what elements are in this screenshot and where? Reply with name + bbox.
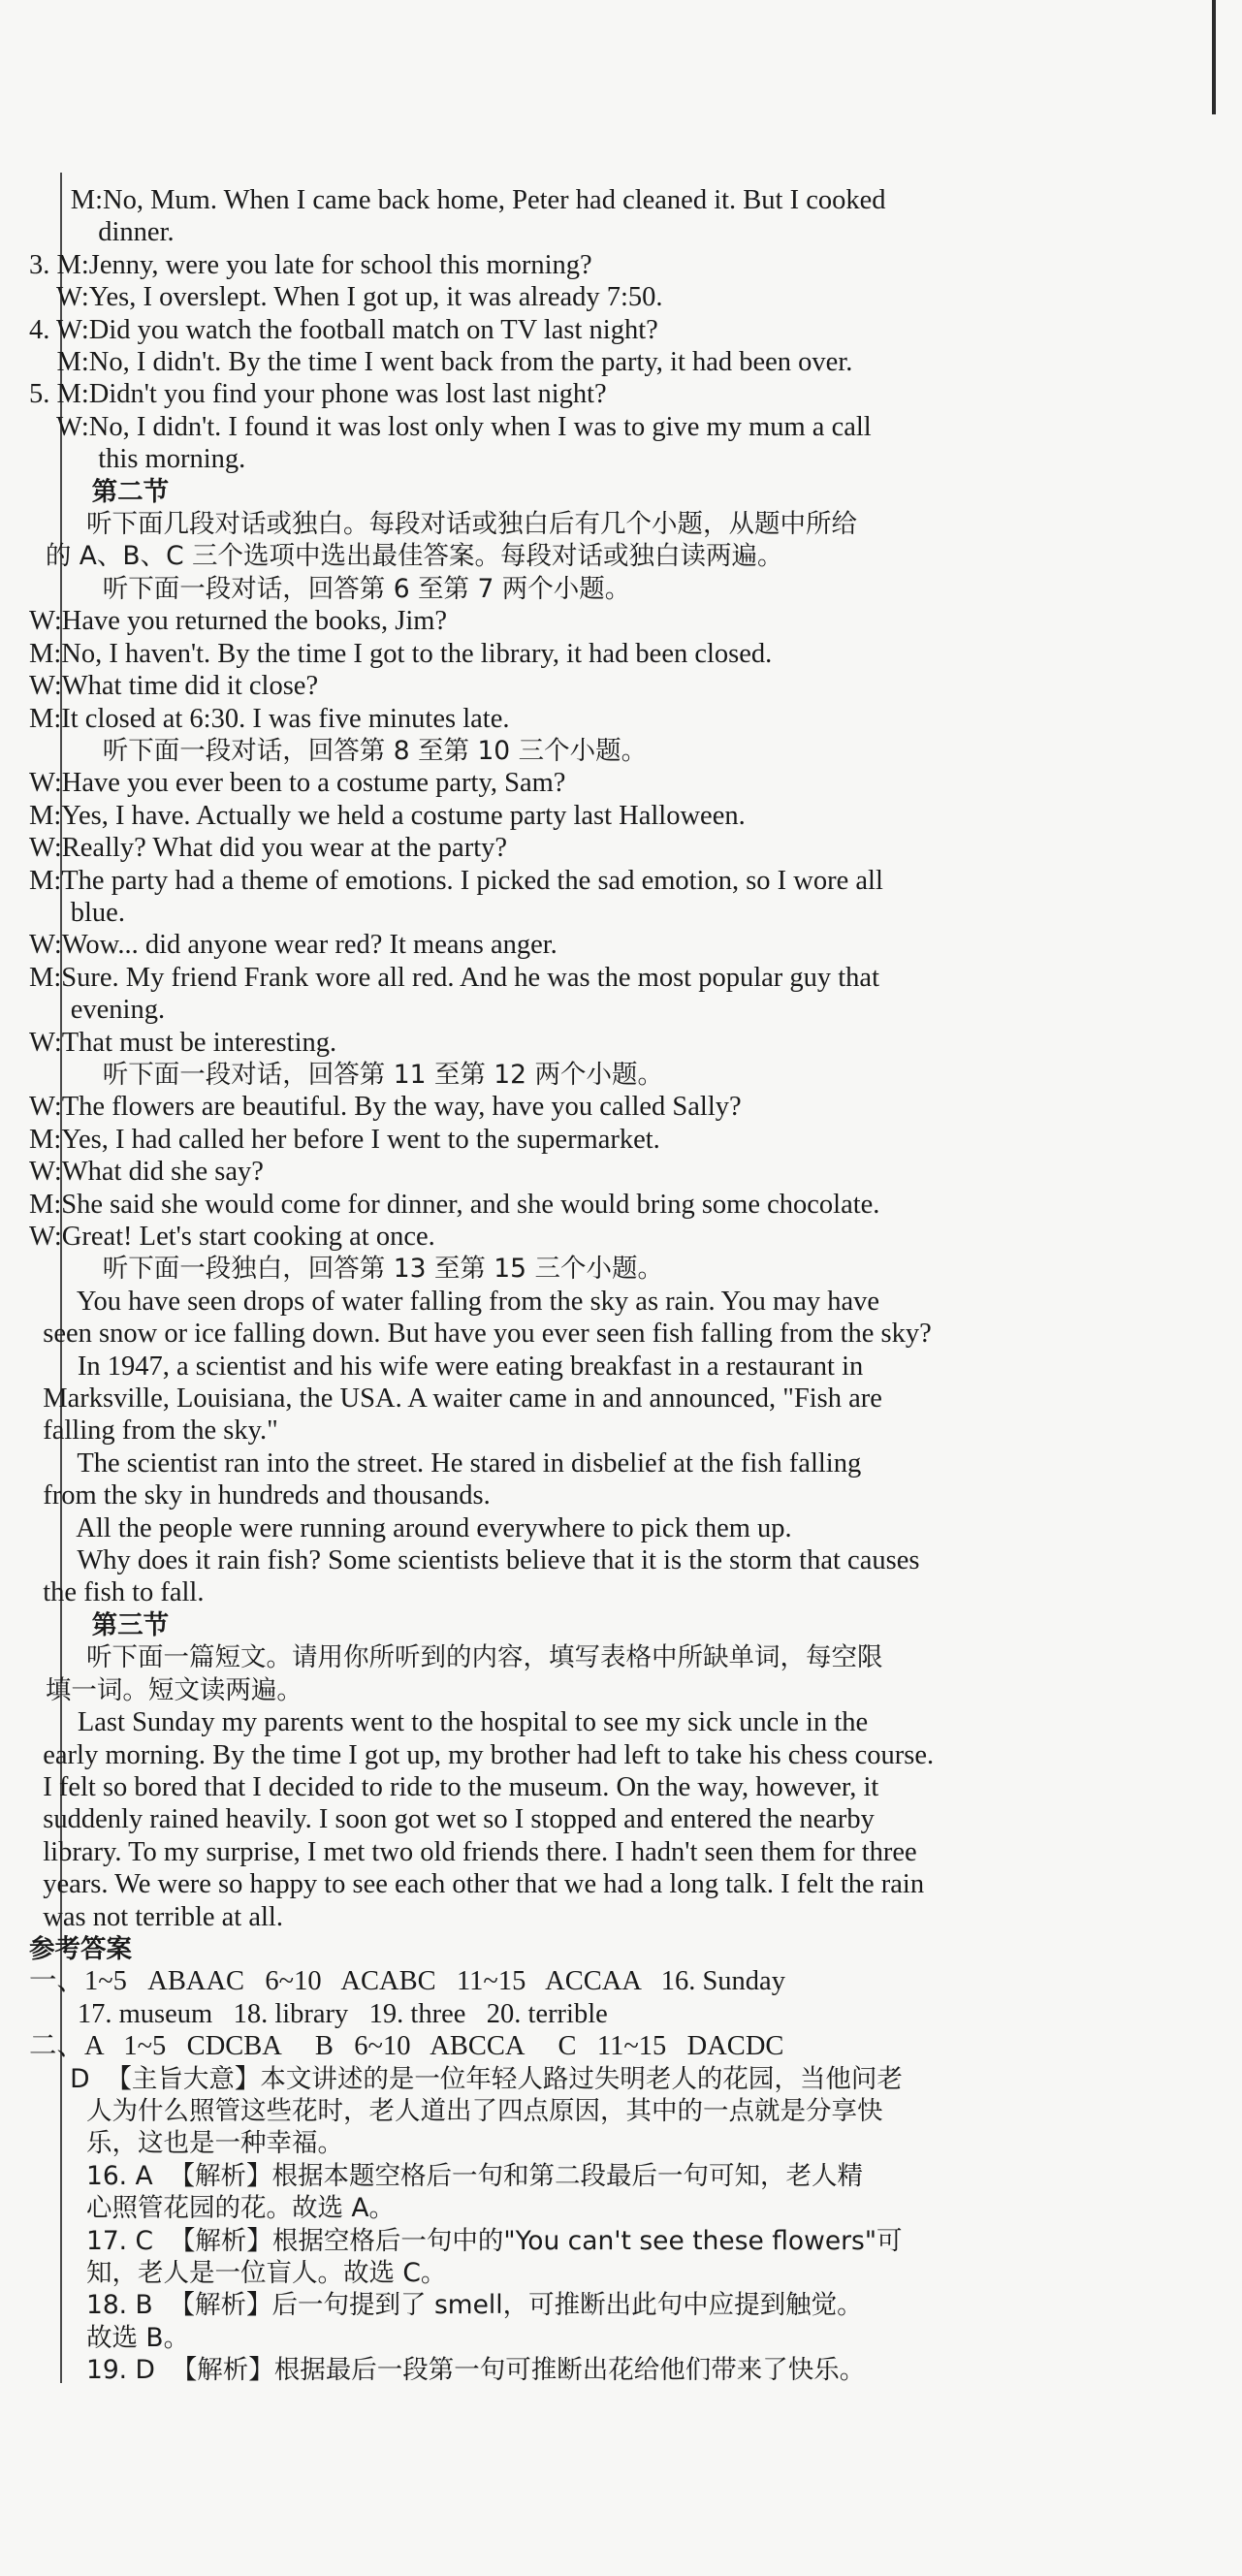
text-line: W:Really? What did you wear at the party? [29,833,508,864]
text-line: M:The party had a theme of emotions. I picked the sad emotion, so I wore all [29,865,883,896]
text-line: 18. B 【解析】后一句提到了 smell，可推断出此句中应提到触觉。 [29,2290,863,2321]
text-line: D 【主旨大意】本文讲述的是一位年轻人路过失明老人的花园，当他问老 [29,2063,903,2094]
text-line: W:That must be interesting. [29,1027,337,1058]
text-line: evening. [29,995,166,1026]
text-line: Last Sunday my parents went to the hospital to see my sick uncle in the [29,1707,869,1738]
text-line: 19. D 【解析】根据最后一段第一句可推断出花给他们带来了快乐。 [29,2355,866,2386]
text-line: this morning. [29,444,246,475]
text-line: M:Yes, I had called her before I went to the supermarket. [29,1124,660,1155]
text-line: from the sky in hundreds and thousands. [29,1480,491,1511]
text-line: W:Great! Let's start cooking at once. [29,1222,435,1252]
text-line: 人为什么照管这些花时，老人道出了四点原因，其中的一点就是分享快 [29,2095,883,2126]
text-line: falling from the sky." [29,1415,278,1447]
text-line: Marksville, Louisiana, the USA. A waiter came in and announced, "Fish are [29,1383,882,1415]
page-content [29,184,1105,2387]
text-line: 二、A 1~5 CDCBA B 6~10 ABCCA C 11~15 DACDC [29,2031,784,2062]
text-line: Why does it rain fish? Some scientists believe that it is the storm that causes [29,1545,920,1576]
text-line: W:What did she say? [29,1157,264,1188]
text-line: W:Have you returned the books, Jim? [29,606,448,637]
text-line: 听下面一段对话，回答第 11 至第 12 两个小题。 [29,1059,663,1090]
text-line: M:No, Mum. When I came back home, Peter had cleaned it. But I cooked [29,185,886,215]
text-line: M:Sure. My friend Frank wore all red. And he was the most popular guy that [29,962,880,993]
text-line: 听下面一段对话，回答第 8 至第 10 三个小题。 [29,735,648,766]
text-line: 乐，这也是一种幸福。 [29,2128,343,2159]
text-line: In 1947, a scientist and his wife were eating breakfast in a restaurant in [29,1351,864,1382]
page-edge-divider [1212,0,1216,114]
text-line: 4. W:Did you watch the football match on TV last night? [29,314,658,345]
text-line: M:No, I didn't. By the time I went back from the party, it had been over. [29,347,853,378]
text-line: 一、1~5 ABAAC 6~10 ACABC 11~15 ACCAA 16. Sunday [29,1966,785,1997]
text-line: dinner. [29,217,175,248]
text-line: seen snow or ice falling down. But have you ever seen fish falling from the sky? [29,1319,932,1350]
text-line: 第二节 [29,476,170,507]
text-line: W:The flowers are beautiful. By the way, have you called Sally? [29,1092,742,1123]
text-line: was not terrible at all. [29,1901,283,1932]
text-line: M:She said she would come for dinner, and she would bring some chocolate. [29,1189,880,1220]
text-line: M:No, I haven't. By the time I got to the library, it had been closed. [29,638,773,669]
text-line: W:What time did it close? [29,671,319,702]
text-line: 的 A、B、C 三个选项中选出最佳答案。每段对话或独白读两遍。 [29,541,783,572]
text-line: 知，老人是一位盲人。故选 C。 [29,2258,447,2288]
text-line: library. To my surprise, I met two old friends there. I hadn't seen them for three [29,1836,917,1867]
text-line: 听下面几段对话或独白。每段对话或独白后有几个小题，从题中所给 [29,509,857,540]
text-line: W:Have you ever been to a costume party, Sam? [29,768,566,799]
text-line: 参考答案 [29,1933,132,1964]
text-line: 16. A 【解析】根据本题空格后一句和第二段最后一句可知，老人精 [29,2160,864,2191]
text-line: 听下面一段对话，回答第 6 至第 7 两个小题。 [29,573,631,604]
text-line: You have seen drops of water falling from the sky as rain. You may have [29,1286,880,1317]
text-line: All the people were running around everywhere to pick them up. [29,1512,792,1543]
text-line: 3. M:Jenny, were you late for school this morning? [29,249,592,280]
text-line: the fish to fall. [29,1577,205,1608]
text-line: 填一词。短文读两遍。 [29,1674,303,1705]
text-line: 17. museum 18. library 19. three 20. terrible [29,1998,608,2029]
text-line: M:Yes, I have. Actually we held a costume party last Halloween. [29,800,746,831]
text-line: I felt so bored that I decided to ride to the museum. On the way, however, it [29,1771,879,1802]
text-line: 心照管花园的花。故选 A。 [29,2193,396,2224]
text-line: years. We were so happy to see each other that we had a long talk. I felt the rain [29,1869,925,1900]
text-line: early morning. By the time I got up, my brother had left to take his chess course. [29,1739,935,1770]
text-line: M:It closed at 6:30. I was five minutes late. [29,703,510,734]
text-line: 听下面一段独白，回答第 13 至第 15 三个小题。 [29,1254,663,1285]
text-line: 故选 B。 [29,2322,190,2353]
text-line: The scientist ran into the street. He stared in disbelief at the fish falling [29,1447,862,1479]
text-line: 5. M:Didn't you find your phone was lost last night? [29,379,607,410]
text-line: W:Yes, I overslept. When I got up, it was already 7:50. [29,282,663,313]
text-line: suddenly rained heavily. I soon got wet so I stopped and entered the nearby [29,1804,875,1835]
text-line: W:Wow... did anyone wear red? It means anger. [29,930,557,961]
text-line: blue. [29,897,125,928]
text-line: 17. C 【解析】根据空格后一句中的"You can't see these flowers"可 [29,2225,903,2256]
text-line: 听下面一篇短文。请用你所听到的内容，填写表格中所缺单词，每空限 [29,1642,883,1673]
text-line: 第三节 [29,1609,170,1640]
text-line: W:No, I didn't. I found it was lost only when I was to give my mum a call [29,411,872,442]
